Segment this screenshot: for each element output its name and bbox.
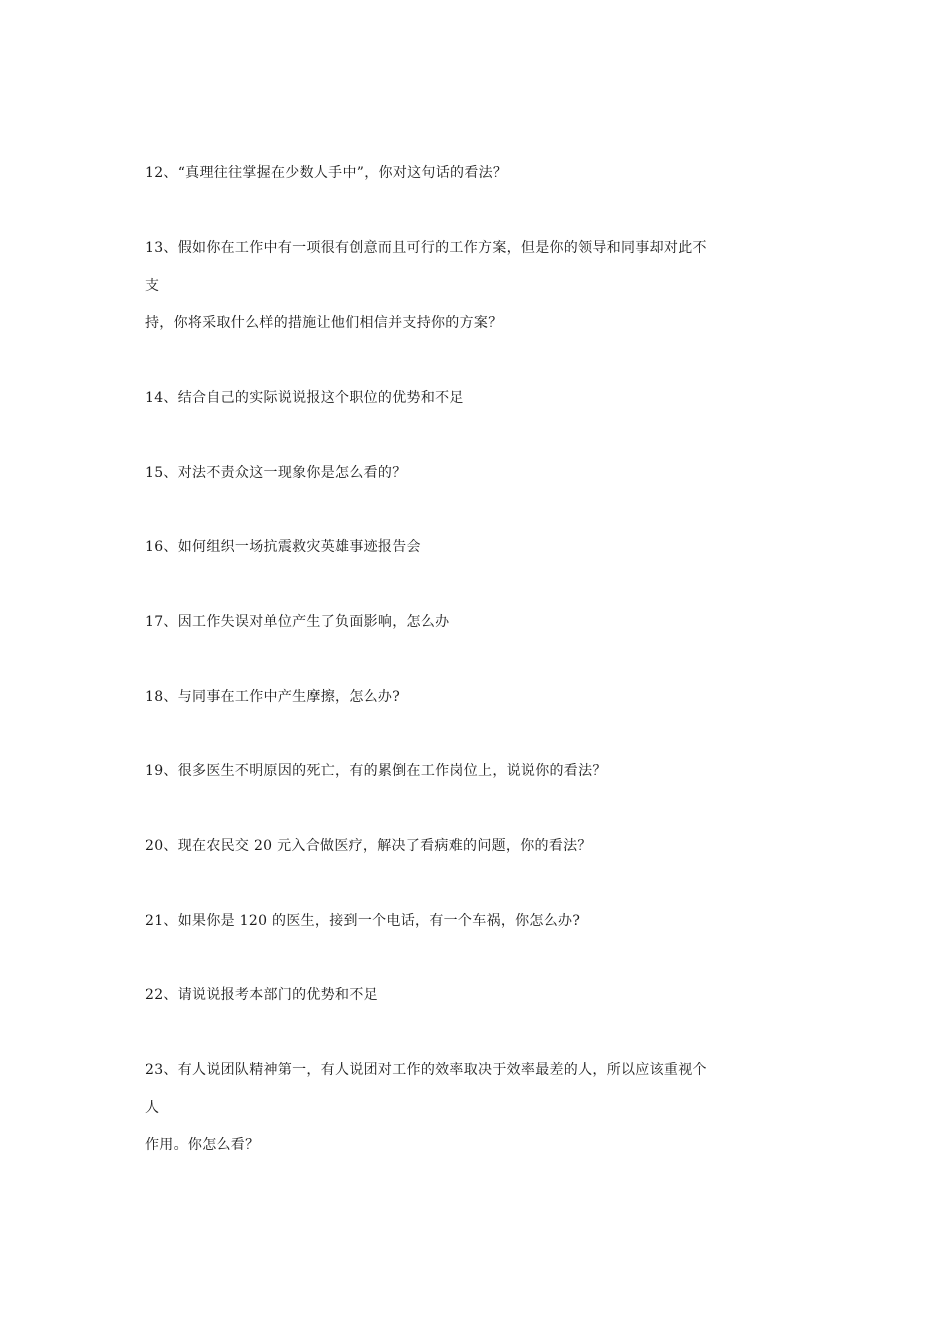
question-12: 12、“真理往往掌握在少数人手中”，你对这句话的看法？: [145, 165, 508, 181]
question-23-line-3: 作用。你怎么看？: [145, 1137, 260, 1153]
question-19: 19、很多医生不明原因的死亡，有的累倒在工作岗位上，说说你的看法？: [145, 763, 607, 779]
question-21: 21、如果你是 120 的医生，接到一个电话，有一个车祸，你怎么办?: [145, 913, 581, 929]
question-14: 14、结合自己的实际说说报这个职位的优势和不足: [145, 390, 464, 406]
question-22: 22、请说说报考本部门的优势和不足: [145, 987, 378, 1003]
question-23-line-1: 23、有人说团队精神第一，有人说团对工作的效率取决于效率最差的人，所以应该重视个: [145, 1062, 707, 1078]
question-23-line-2: 人: [145, 1100, 160, 1116]
question-13-line-3: 持，你将采取什么样的措施让他们相信并支持你的方案？: [145, 315, 503, 331]
question-13-line-1: 13、假如你在工作中有一项很有创意而且可行的工作方案，但是你的领导和同事却对此不: [145, 240, 707, 256]
question-18: 18、与同事在工作中产生摩擦，怎么办?: [145, 689, 401, 705]
question-13-line-2: 支: [145, 278, 160, 294]
question-20: 20、现在农民交 20 元入合做医疗，解决了看病难的问题，你的看法？: [145, 838, 592, 854]
question-17: 17、因工作失误对单位产生了负面影响，怎么办: [145, 614, 450, 630]
question-15: 15、对法不责众这一现象你是怎么看的？: [145, 465, 407, 481]
question-16: 16、如何组织一场抗震救灾英雄事迹报告会: [145, 539, 421, 555]
